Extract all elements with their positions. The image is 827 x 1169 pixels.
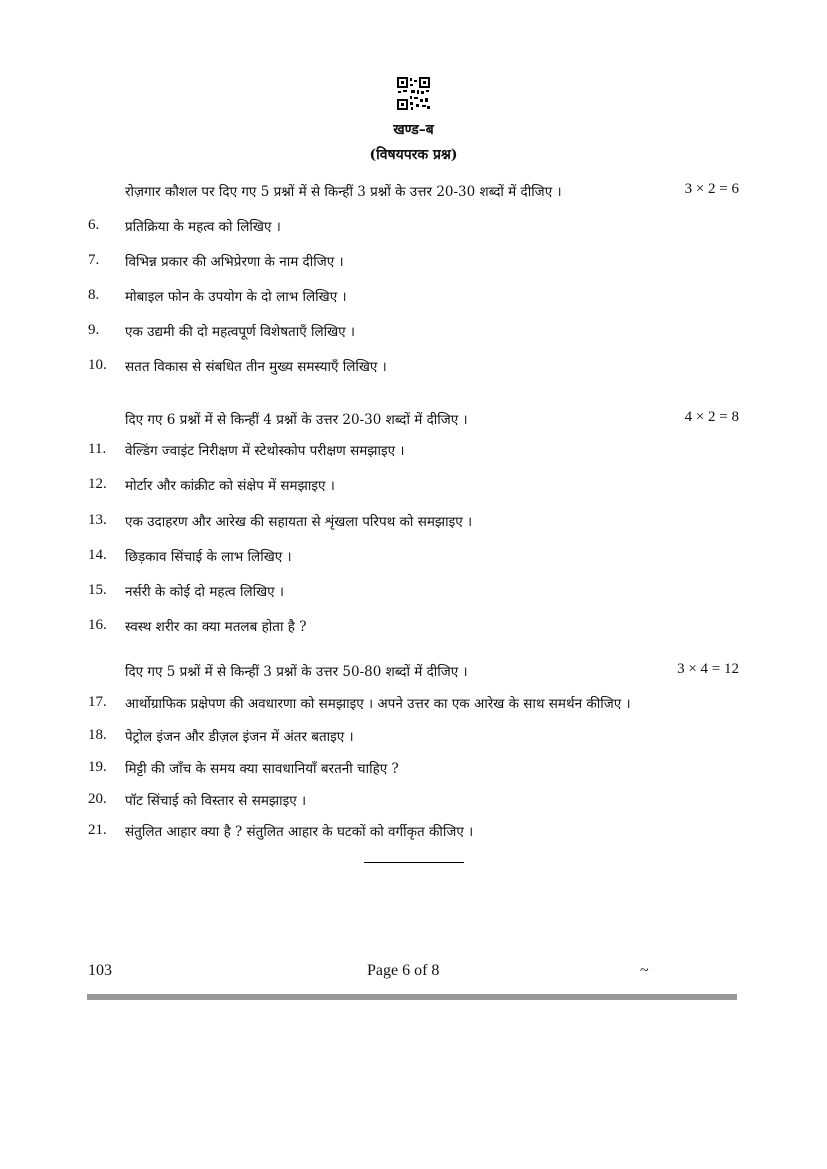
question-text: संतुलित आहार क्या है ? संतुलित आहार के घटकों को वर्गीकृत कीजिए । xyxy=(125,824,474,840)
question-number: 14. xyxy=(88,547,107,563)
qr-code xyxy=(397,77,430,110)
question-number: 13. xyxy=(88,512,107,528)
section-title: खण्ड–ब xyxy=(393,122,434,138)
question-number: 17. xyxy=(88,694,107,710)
question-number: 21. xyxy=(88,822,107,838)
question-text: एक उदाहरण और आरेख की सहायता से शृंखला परिपथ को समझाइए । xyxy=(125,514,473,530)
question-number: 16. xyxy=(88,617,107,633)
question-number: 12. xyxy=(88,476,107,492)
question-text: प्रतिक्रिया के महत्व को लिखिए । xyxy=(125,219,281,235)
paper-code: 103 xyxy=(88,962,112,979)
page-number: Page 6 of 8 xyxy=(367,962,440,979)
group-3-instruction: दिए गए 5 प्रश्नों में से किन्हीं 3 प्रश्नों के उत्तर 50-80 शब्दों में दीजिए । xyxy=(125,664,468,680)
question-text: पेट्रोल इंजन और डीज़ल इंजन में अंतर बताइए । xyxy=(125,729,354,745)
question-text: छिड़काव सिंचाई के लाभ लिखिए । xyxy=(125,549,292,565)
group-3-marks: 3 × 4 = 12 xyxy=(677,661,739,677)
question-number: 10. xyxy=(88,357,107,373)
question-number: 9. xyxy=(88,322,100,338)
question-number: 18. xyxy=(88,727,107,743)
question-text: मोर्टार और कांक्रीट को संक्षेप में समझाइए । xyxy=(125,478,335,494)
question-number: 6. xyxy=(88,217,100,233)
question-text: पॉट सिंचाई को विस्तार से समझाइए । xyxy=(125,793,307,809)
question-text: सतत विकास से संबधित तीन मुख्य समस्याएँ लिखिए । xyxy=(125,359,387,375)
footer-mark: ~ xyxy=(640,962,649,979)
group-1-instruction: रोज़गार कौशल पर दिए गए 5 प्रश्नों में से किन्हीं 3 प्रश्नों के उत्तर 20-30 शब्दों में दीजिए । xyxy=(125,184,562,200)
question-text: नर्सरी के कोई दो महत्व लिखिए । xyxy=(125,584,285,600)
question-text: आर्थोग्राफिक प्रक्षेपण की अवधारणा को समझाइए । अपने उत्तर का एक आरेख के साथ समर्थन कीजिए । xyxy=(125,696,631,712)
end-divider xyxy=(364,862,464,863)
footer-bar xyxy=(87,994,737,1000)
question-text: मोबाइल फोन के उपयोग के दो लाभ लिखिए । xyxy=(125,289,347,305)
question-number: 19. xyxy=(88,759,107,775)
question-text: स्वस्थ शरीर का क्या मतलब होता है ? xyxy=(125,619,307,635)
question-number: 11. xyxy=(88,441,107,457)
question-number: 8. xyxy=(88,287,100,303)
question-number: 7. xyxy=(88,252,100,268)
question-text: मिट्टी की जाँच के समय क्या सावधानियाँ बरतनी चाहिए ? xyxy=(125,761,399,777)
question-number: 15. xyxy=(88,582,107,598)
question-text: वेल्डिंग ज्वाइंट निरीक्षण में स्टेथोस्कोप परीक्षण समझाइए । xyxy=(125,443,405,459)
question-number: 20. xyxy=(88,791,107,807)
group-1-marks: 3 × 2 = 6 xyxy=(684,181,739,197)
group-2-marks: 4 × 2 = 8 xyxy=(684,409,739,425)
question-text: विभिन्न प्रकार की अभिप्रेरणा के नाम दीजिए । xyxy=(125,254,344,270)
section-subtitle: (विषयपरक प्रश्न) xyxy=(369,147,458,163)
group-2-instruction: दिए गए 6 प्रश्नों में से किन्हीं 4 प्रश्नों के उत्तर 20-30 शब्दों में दीजिए । xyxy=(125,412,468,428)
question-text: एक उद्यमी की दो महत्वपूर्ण विशेषताएँ लिखिए । xyxy=(125,324,356,340)
